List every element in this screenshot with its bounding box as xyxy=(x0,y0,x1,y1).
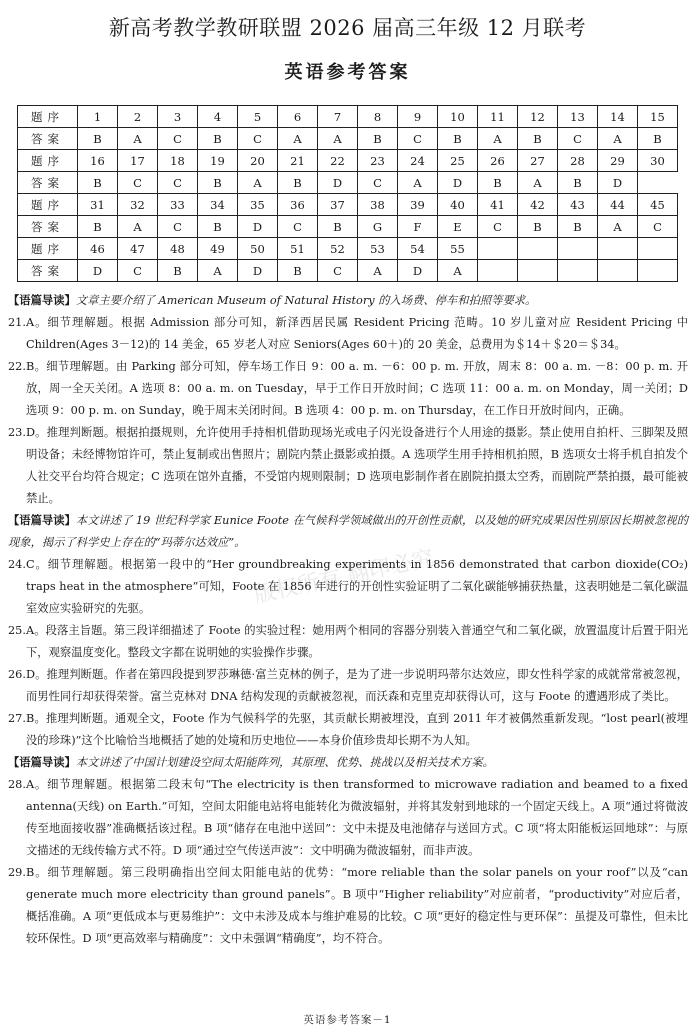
table-cell: B xyxy=(198,128,238,150)
table-cell: B xyxy=(278,260,318,282)
table-cell: 35 xyxy=(238,194,278,216)
question-explanation: 22.B。细节理解题。由 Parking 部分可知，停车场工作日 9：00 a. m. －6：00 p. m. 开放，周末 8：00 a. m. －8：00 p. m. 开放，周一全天关闭。A 选项 8：00 a. m. on Tuesday，早于工作日开放时间；C 选项 11：00 a. m. on Monday，周一关闭；D 选项 9：00 p. m. on Sunday，晚于周末关闭时间。B 选项 4：00 p. m. on Thursday，在工作日开放时间内，正确。 xyxy=(8,360,688,417)
table-cell: 20 xyxy=(238,150,278,172)
table-cell: B xyxy=(318,216,358,238)
table-cell: G xyxy=(358,216,398,238)
table-cell: B xyxy=(78,128,118,150)
table-cell: B xyxy=(358,128,398,150)
answer-row xyxy=(18,216,678,238)
table-cell: D xyxy=(598,172,638,194)
table-cell: 41 xyxy=(478,194,518,216)
table-cell: 55 xyxy=(438,238,478,260)
table-cell xyxy=(518,238,558,260)
guide-label: 【语篇导读】 xyxy=(8,756,76,769)
table-cell: C xyxy=(158,128,198,150)
table-cell: 46 xyxy=(78,238,118,260)
table-cell: 24 xyxy=(398,150,438,172)
table-cell: B xyxy=(518,216,558,238)
table-cell: A xyxy=(478,128,518,150)
question-explanation: 26.D。推理判断题。作者在第四段提到罗莎琳德·富兰克林的例子，是为了进一步说明玛蒂尔达效应，即女性科学家的成就常常被忽视，而男性同行却获得荣誉。富兰克林对 DNA 结构发现的贡献被忽视，而沃森和克里克却获得认可，这与 Foote 的遭遇形成了类比。 xyxy=(8,668,688,703)
table-cell: 11 xyxy=(478,106,518,128)
table-cell: 47 xyxy=(118,238,158,260)
table-cell: 33 xyxy=(158,194,198,216)
table-cell: E xyxy=(438,216,478,238)
answer-row xyxy=(18,260,678,282)
answer-row xyxy=(18,172,678,194)
table-cell: F xyxy=(398,216,438,238)
table-cell: B xyxy=(198,172,238,194)
table-cell: B xyxy=(78,172,118,194)
table-cell: C xyxy=(558,128,598,150)
passage-guide xyxy=(8,290,688,312)
table-cell: C xyxy=(638,216,678,238)
answer-row xyxy=(18,128,678,150)
table-cell: 50 xyxy=(238,238,278,260)
row-header-cell: 题序 xyxy=(18,238,78,260)
answer-key-title: 英语参考答案 xyxy=(284,62,411,83)
table-cell xyxy=(478,238,518,260)
table-cell: 28 xyxy=(558,150,598,172)
question-explanation: 28.A。细节理解题。根据第二段末句“The electricity is then transformed to microwave radiation and beamed to a fixed antenna(天线) on Earth.”可知，空间太阳能电站将电能转化为微波辐射，并将其发射到地球的一个固定天线上。A 项“通过将微波传至地面接收器”准确概括该过程。B 项“储存在电池中送回”：文中未提及电池储存与送回方式。C 项“将太阳能板运回地球”：与原文描述的无线传输方式不符。D 项“通过空气传送声波”：文中明确为微波辐射，而非声波。 xyxy=(8,778,688,857)
question-number-row xyxy=(18,106,678,128)
table-cell: C xyxy=(478,216,518,238)
guide-text: 本文讲述了 19 世纪科学家 Eunice Foote 在气候科学领域做出的开创性贡献，以及她的研究成果因性别原因长期被忽视的现象，揭示了科学史上存在的“玛蒂尔达效应”。 xyxy=(8,514,688,549)
table-cell: D xyxy=(398,260,438,282)
table-cell: D xyxy=(238,260,278,282)
row-header-cell: 题序 xyxy=(18,150,78,172)
guide-text: 本文讲述了中国计划建设空间太阳能阵列，其原理、优势、挑战以及相关技术方案。 xyxy=(75,756,494,769)
guide-label: 【语篇导读】 xyxy=(8,514,76,527)
guide-label: 【语篇导读】 xyxy=(8,294,76,307)
row-header-cell: 答案 xyxy=(18,128,78,150)
table-cell: 18 xyxy=(158,150,198,172)
table-cell: 9 xyxy=(398,106,438,128)
table-cell: 27 xyxy=(518,150,558,172)
table-cell: B xyxy=(518,128,558,150)
table-cell: 25 xyxy=(438,150,478,172)
table-cell: B xyxy=(158,260,198,282)
table-cell: 1 xyxy=(78,106,118,128)
table-cell: 34 xyxy=(198,194,238,216)
table-cell: A xyxy=(358,260,398,282)
table-cell: 32 xyxy=(118,194,158,216)
table-cell: 48 xyxy=(158,238,198,260)
table-cell: C xyxy=(318,260,358,282)
table-cell: 52 xyxy=(318,238,358,260)
table-cell: C xyxy=(238,128,278,150)
table-cell: 38 xyxy=(358,194,398,216)
table-cell: B xyxy=(78,216,118,238)
table-cell xyxy=(558,260,598,282)
table-cell: 12 xyxy=(518,106,558,128)
table-cell: C xyxy=(398,128,438,150)
table-cell: B xyxy=(438,128,478,150)
table-cell: 14 xyxy=(598,106,638,128)
table-cell: B xyxy=(478,172,518,194)
table-cell: 8 xyxy=(358,106,398,128)
page-footer: 英语参考答案－1 xyxy=(303,1014,392,1026)
table-cell: 5 xyxy=(238,106,278,128)
table-cell: 43 xyxy=(558,194,598,216)
row-header-cell: 答案 xyxy=(18,216,78,238)
watermark-stamp: 版权所有 翻印必究 xyxy=(251,545,437,609)
table-cell: 10 xyxy=(438,106,478,128)
table-cell: 40 xyxy=(438,194,478,216)
table-cell: 26 xyxy=(478,150,518,172)
table-cell: B xyxy=(558,216,598,238)
question-explanation: 29.B。细节理解题。第三段明确指出空间太阳能电站的优势：“more reliable than the solar panels on your roof”以及“can generate much more electricity than ground panels”。B 项中“Higher reliability”对应前者，“productivity”对应后者，概括准确。A 项“更低成本与更易维护”：文中未涉及成本与维护难易的比较。C 项“更好的稳定性与更环保”：虽提及可靠性，但未比较环保性。D 项“更高效率与精确度”：文中未强调“精确度”，均不符合。 xyxy=(8,866,688,945)
table-cell: B xyxy=(558,172,598,194)
table-cell: D xyxy=(438,172,478,194)
table-cell: A xyxy=(598,216,638,238)
table-cell xyxy=(518,260,558,282)
question-number-row xyxy=(18,238,678,260)
table-cell: 51 xyxy=(278,238,318,260)
table-cell: 31 xyxy=(78,194,118,216)
passage-guide xyxy=(8,752,688,774)
row-header-cell: 题序 xyxy=(18,194,78,216)
table-cell: A xyxy=(598,128,638,150)
passage-guide xyxy=(8,510,688,554)
table-cell: A xyxy=(198,260,238,282)
table-cell: 39 xyxy=(398,194,438,216)
table-cell: 6 xyxy=(278,106,318,128)
table-cell: A xyxy=(118,128,158,150)
table-cell: 29 xyxy=(598,150,638,172)
table-cell: C xyxy=(158,216,198,238)
table-cell: 49 xyxy=(198,238,238,260)
table-cell: 13 xyxy=(558,106,598,128)
table-cell: 30 xyxy=(638,150,678,172)
table-cell: 36 xyxy=(278,194,318,216)
table-cell: 17 xyxy=(118,150,158,172)
row-header-cell: 答案 xyxy=(18,260,78,282)
table-cell: C xyxy=(278,216,318,238)
table-cell xyxy=(598,260,638,282)
row-header-cell: 答案 xyxy=(18,172,78,194)
table-cell: B xyxy=(278,172,318,194)
table-cell: D xyxy=(318,172,358,194)
table-cell: A xyxy=(238,172,278,194)
table-cell: 15 xyxy=(638,106,678,128)
table-cell: 2 xyxy=(118,106,158,128)
table-cell: C xyxy=(358,172,398,194)
question-explanation: 25.A。段落主旨题。第三段详细描述了 Foote 的实验过程：她用两个相同的容器分别装入普通空气和二氧化碳，放置温度计后置于阳光下，观察温度变化。整段文字都在说明她的实验操作步骤。 xyxy=(8,624,688,659)
question-explanation: 23.D。推理判断题。根据拍摄规则，允许使用手持相机借助现场光或电子闪光设备进行个人用途的摄影。禁止使用自拍杆、三脚架及照明设备；未经博物馆许可，禁止复制或出售照片；剧院内禁止摄影或拍摄。A 选项学生用手持相机拍照，B 选项女士将手机自拍发个人社交平台均符合规定；C 选项在馆外直播，不受馆内规则限制；D 选项电影制作者在剧院拍摄太空秀，而剧院严禁拍摄，最可能被禁止。 xyxy=(8,426,688,505)
exam-title: 新高考教学教研联盟 2026 届高三年级 12 月联考 xyxy=(108,16,587,40)
table-cell: A xyxy=(398,172,438,194)
table-cell: 45 xyxy=(638,194,678,216)
table-cell: B xyxy=(198,216,238,238)
table-cell: A xyxy=(438,260,478,282)
question-explanation: 27.B。推理判断题。通观全文，Foote 作为气候科学的先驱，其贡献长期被埋没，直到 2011 年才被偶然重新发现。“lost pearl(被埋没的珍珠)”这个比喻恰当地概括了她的处境和历史地位——本身价值珍贵却长期不为人知。 xyxy=(8,712,688,747)
table-cell: 19 xyxy=(198,150,238,172)
table-cell: 42 xyxy=(518,194,558,216)
table-cell: C xyxy=(118,260,158,282)
table-cell: C xyxy=(158,172,198,194)
row-header-cell: 题序 xyxy=(18,106,78,128)
question-explanation: 24.C。细节理解题。根据第一段中的“Her groundbreaking experiments in 1856 demonstrated that carbon dioxide(CO₂) traps heat in the atmosphere”可知，Foote 在 1856 年进行的开创性实验证明了二氧化碳能够捕获热量，这表明她是二氧化碳温室效应实验研究的先驱。 xyxy=(8,558,688,615)
table-cell: 23 xyxy=(358,150,398,172)
table-cell: 4 xyxy=(198,106,238,128)
table-cell xyxy=(638,260,678,282)
table-cell: D xyxy=(78,260,118,282)
question-explanation: 21.A。细节理解题。根据 Admission 部分可知，新泽西居民属 Resident Pricing 范畴。10 岁儿童对应 Resident Pricing 中 Children(Ages 3－12)的 14 美金，65 岁老人对应 Seniors(Ages 60＋)的 20 美金，总费用为＄14＋＄20＝＄34。 xyxy=(8,316,688,351)
explanations xyxy=(8,290,688,950)
table-cell: 54 xyxy=(398,238,438,260)
table-cell: 37 xyxy=(318,194,358,216)
question-number-row xyxy=(18,194,678,216)
table-cell: D xyxy=(238,216,278,238)
table-cell: A xyxy=(518,172,558,194)
table-cell: A xyxy=(278,128,318,150)
table-cell: C xyxy=(118,172,158,194)
table-cell: 53 xyxy=(358,238,398,260)
table-cell xyxy=(478,260,518,282)
table-cell xyxy=(598,238,638,260)
table-cell: A xyxy=(318,128,358,150)
table-cell: 21 xyxy=(278,150,318,172)
table-cell: 3 xyxy=(158,106,198,128)
table-cell: B xyxy=(638,128,678,150)
table-cell xyxy=(558,238,598,260)
table-cell: 22 xyxy=(318,150,358,172)
table-cell xyxy=(638,238,678,260)
table-cell: 44 xyxy=(598,194,638,216)
table-cell: 7 xyxy=(318,106,358,128)
answer-table xyxy=(17,105,678,282)
table-cell: 16 xyxy=(78,150,118,172)
question-number-row xyxy=(18,150,678,172)
table-cell: A xyxy=(118,216,158,238)
guide-text: 文章主要介绍了 American Museum of Natural History 的入场费、停车和拍照等要求。 xyxy=(75,294,537,307)
